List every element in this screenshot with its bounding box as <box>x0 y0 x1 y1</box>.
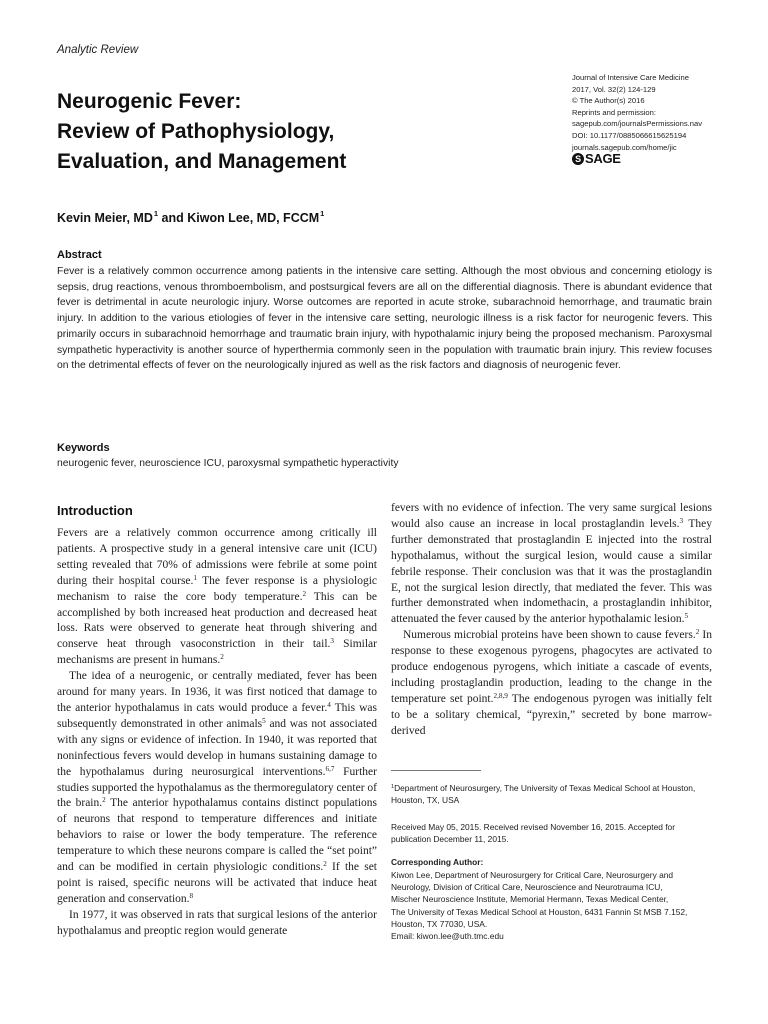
citation-superscript: 2,8,9 <box>493 691 508 700</box>
section-label: Analytic Review <box>57 44 139 56</box>
citation-superscript: 2 <box>220 653 224 662</box>
corresponding-author-heading: Corresponding Author: <box>391 857 484 867</box>
corresponding-email[interactable]: Email: kiwon.lee@uth.tmc.edu <box>391 931 504 942</box>
body-text: Fevers are a relatively common occurrence among critically ill patients. A prospective study in a general intensive care unit (ICU) setting revealed that 70% of admissions were febrile at some point during their hospital course. <box>57 527 377 587</box>
citation-superscript: 5 <box>684 612 689 621</box>
title-line: Neurogenic Fever: <box>57 90 242 113</box>
body-text: Similar mechanisms are present in humans. <box>57 638 377 667</box>
article-title <box>57 87 527 177</box>
body-text: and was not associated with any signs or evidence of infection. In 1940, it was reported that noninfectious fevers would develop in humans sustaining damage to the hypothalamus during neurosurgical interventions. <box>57 717 377 778</box>
citation-superscript: 2 <box>695 628 700 637</box>
body-text: fevers with no evidence of infection. The very same surgical lesions would also cause an increase in local prostaglandin levels. <box>391 502 712 530</box>
journal-volume: 2017, Vol. 32(2) 124-129 <box>572 84 656 94</box>
citation-superscript: 3 <box>679 516 684 525</box>
citation-superscript: 2 <box>302 589 307 598</box>
body-text: If the set point is raised, specific neurons will be activated that induce heat generation and conservation. <box>57 861 378 905</box>
citation-superscript: 4 <box>327 700 331 709</box>
journal-home-link[interactable]: journals.sagepub.com/home/jic <box>572 142 677 152</box>
citation-superscript: 2 <box>102 796 106 805</box>
copyright: © The Author(s) 2016 <box>572 96 645 106</box>
citation-superscript: 3 <box>330 637 335 646</box>
body-paragraph <box>391 628 712 739</box>
body-column-left <box>57 526 377 940</box>
author-name: Kevin Meier, MD <box>57 211 153 225</box>
author-affiliation-marker: 1 <box>153 209 159 218</box>
permissions-link[interactable]: sagepub.com/journalsPermissions.nav <box>572 119 703 129</box>
reprints-label: Reprints and permission: <box>572 107 656 117</box>
citation-superscript: 8 <box>189 891 194 900</box>
keywords-heading: Keywords <box>57 442 110 454</box>
keywords-text: neurogenic fever, neuroscience ICU, paroxysmal sympathetic hyperactivity <box>57 458 399 469</box>
body-paragraph <box>391 501 712 628</box>
journal-info <box>572 72 762 153</box>
body-paragraph <box>57 908 377 940</box>
abstract-heading: Abstract <box>57 249 102 261</box>
corresponding-line: Houston, TX 77030, USA. <box>391 918 488 929</box>
abstract-text: Fever is a relatively common occurrence among patients in the intensive care setting. Although the most obvious and concerning etiology is sepsis, drug reactions, venous thromboembolism, and postsurgical fevers are all on the differential diagnosis. There is abundant evidence that fever is detrimental in acute neurologic injury. Worse outcomes are reported in acute stroke, subarachnoid hemorrhage, and traumatic brain injury. In addition to the various etiologies of fever in the intensive care setting, neurologic illness is a risk factor for neurogenic fevers. This primarily occurs in subarachnoid hemorrhage and traumatic brain injury, with hypothalamic injury being the proposed mechanism. Paroxysmal sympathetic hyperactivity is another source of hyperthermia commonly seen in the population with traumatic brain injury. This review focuses on the detrimental effects of fever on the neurologically injured as well as the risk factors and diagnosis of neurogenic fever. <box>57 266 712 372</box>
body-paragraph <box>57 669 377 908</box>
body-text: This was subsequently demonstrated in other animals <box>57 701 377 730</box>
body-text: Numerous microbial proteins have been shown to cause fevers. <box>403 629 696 642</box>
body-text: The endogenous pyrogen was initially felt to be a solitary chemical, “pyrexin,” secreted by bone marrow-derived <box>391 692 713 737</box>
footnote-divider <box>391 770 481 771</box>
sage-logo-text: SAGE <box>585 151 621 166</box>
corresponding-line: Neurology, Division of Critical Care, Neuroscience and Neurotrauma ICU, <box>391 882 663 893</box>
body-text: The anterior hypothalamus contains distinct populations of neurons that respond to temperature differences and initiate behaviors to raise or lower the body temperature. The reference temperature to which these neurons compare is called the “set point” and can be modified in certain physiologic conditions. <box>57 797 377 874</box>
author-list <box>57 209 324 225</box>
author-affiliation-marker: 1 <box>320 209 325 218</box>
author-name: Kiwon Lee, MD, FCCM <box>187 211 320 225</box>
affiliation-footnote <box>391 782 716 806</box>
body-column-right <box>391 501 712 740</box>
body-text: The fever response is a physiologic mechanism to raise the core body temperature. <box>57 574 378 603</box>
journal-name: Journal of Intensive Care Medicine <box>572 73 689 82</box>
body-paragraph <box>57 526 377 669</box>
title-line: Evaluation, and Management <box>57 150 347 173</box>
introduction-heading: Introduction <box>57 503 133 518</box>
citation-superscript: 5 <box>262 716 266 725</box>
body-text: They further demonstrated that prostaglandin E injected into the rostral hypothalamus, without the surgical lesion, would cause a similar febrile response. Their conclusion was that it was the prostaglandin E, not the surgical lesion directly, that mediated the fever. This was further demonstrated when indomethacin, a prostaglandin inhibitor, attenuated the fever caused by the anterior hypothalamic lesion. <box>391 517 712 626</box>
corresponding-line: Kiwon Lee, Department of Neurosurgery for Critical Care, Neurosurgery and <box>391 870 674 880</box>
author-connector: and <box>158 211 188 225</box>
corresponding-author-details <box>391 869 716 942</box>
citation-superscript: 2 <box>323 860 327 869</box>
corresponding-line: The University of Texas Medical School at Houston, 6431 Fannin St MSB 7.152, <box>391 906 688 917</box>
received-dates: Received May 05, 2015. Received revised November 16, 2015. Accepted for publication December 11, 2015. <box>391 822 675 845</box>
sage-logo-mark: S <box>572 153 584 165</box>
citation-superscript: 1 <box>193 573 198 582</box>
doi[interactable]: DOI: 10.1177/0885066615625194 <box>572 130 687 140</box>
affiliation-marker: 1 <box>391 784 395 790</box>
body-text: Further studies supported the hypothalamus as the thermoregulatory center of the brain. <box>57 765 377 810</box>
body-text: This can be accomplished by both increased heat production and decreased heat loss. Rats were observed to generate heat through shivering and conserve heat through vasoconstriction in their tail. <box>57 590 377 651</box>
sage-logo <box>572 151 621 166</box>
affiliation-text: Department of Neurosurgery, The University of Texas Medical School at Houston, Houston, TX, USA <box>391 783 696 806</box>
body-text: The idea of a neurogenic, or centrally mediated, fever has been around for many years. In 1936, it was first noticed that damage to the anterior hypothalamus in cats would produce a fever. <box>57 670 377 714</box>
body-text: In response to these exogenous pyrogens, phagocytes are activated to produce endogenous pyrogens, which initiate a cascade of events, including prostaglandin production, leading to the change in the temperature set point. <box>391 629 712 705</box>
citation-superscript: 6,7 <box>325 764 335 773</box>
corresponding-line: Mischer Neuroscience Institute, Memorial Hermann, Texas Medical Center, <box>391 894 669 905</box>
body-text: In 1977, it was observed in rats that surgical lesions of the anterior hypothalamus and preoptic region would generate <box>57 908 377 937</box>
title-line: Review of Pathophysiology, <box>57 120 335 143</box>
